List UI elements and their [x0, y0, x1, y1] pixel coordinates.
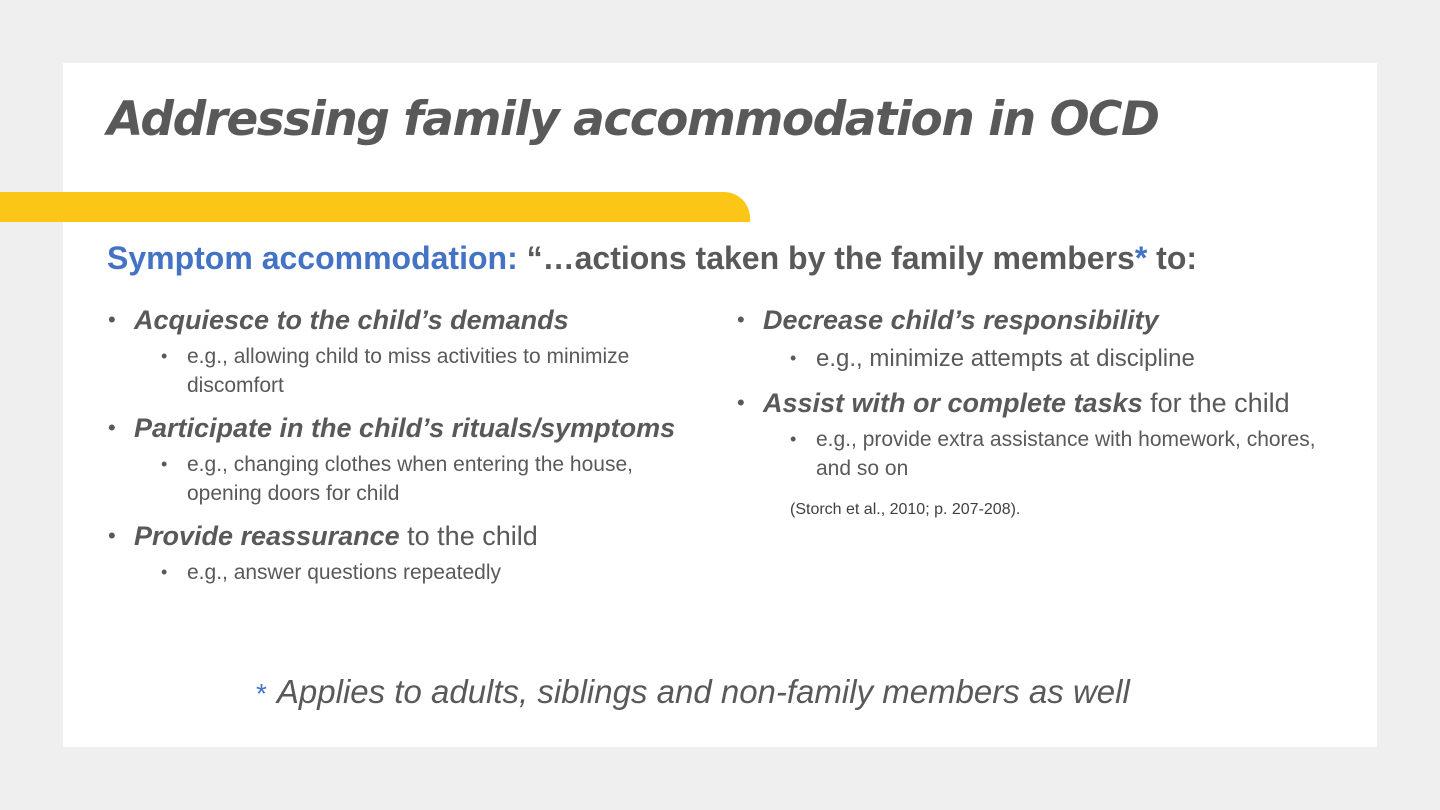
sub-bullet-text: e.g., changing clothes when entering the house, opening doors for child — [187, 453, 633, 505]
sub-bullet-text: e.g., provide extra assistance with homework, chores, and so on — [816, 428, 1316, 480]
bullet-item — [737, 385, 1327, 421]
sub-bullet-item — [790, 342, 1327, 375]
bullet-emphasis: Assist with or complete tasks — [763, 388, 1143, 418]
bullet-dot: • — [108, 307, 116, 332]
bullet-dot: • — [737, 307, 745, 332]
bullet-dot: • — [161, 562, 168, 582]
bullet-emphasis: Acquiesce to the child’s demands — [134, 305, 569, 335]
right-column — [737, 302, 1327, 521]
footnote — [256, 670, 1130, 716]
bullet-item — [108, 302, 708, 338]
bullet-dot: • — [108, 415, 116, 440]
footnote-text: Applies to adults, siblings and non-family members as well — [276, 673, 1130, 710]
subtitle-star: * — [1134, 240, 1148, 276]
subtitle-main: “…actions taken by the family members — [526, 240, 1135, 276]
bullet-rest: to the child — [399, 521, 538, 551]
sub-bullet-item — [790, 425, 1327, 483]
sub-bullet-item — [161, 450, 708, 508]
bullet-dot: • — [161, 454, 168, 474]
left-column — [108, 302, 708, 597]
subtitle-lead: Symptom accommodation: — [107, 240, 527, 276]
subtitle — [107, 238, 1197, 278]
footnote-star: * — [256, 678, 267, 709]
bullet-item — [108, 518, 708, 554]
bullet-item — [108, 410, 708, 446]
subtitle-end: to: — [1147, 240, 1198, 276]
sub-bullet-text: e.g., minimize attempts at discipline — [816, 345, 1195, 372]
bullet-dot: • — [790, 429, 797, 449]
sub-bullet-item — [161, 558, 708, 587]
bullet-dot: • — [737, 390, 745, 415]
accent-bar — [0, 192, 750, 222]
sub-bullet-text: e.g., allowing child to miss activities to minimize discomfort — [187, 345, 630, 397]
citation: (Storch et al., 2010; p. 207-208). — [790, 501, 1021, 518]
bullet-dot: • — [161, 346, 168, 366]
bullet-dot: • — [108, 523, 116, 548]
bullet-item — [737, 302, 1327, 338]
bullet-emphasis: Decrease child’s responsibility — [763, 305, 1159, 335]
bullet-emphasis: Participate in the child’s rituals/symptoms — [134, 413, 676, 443]
bullet-rest: for the child — [1142, 388, 1290, 418]
sub-bullet-text: e.g., answer questions repeatedly — [187, 561, 502, 584]
bullet-dot: • — [790, 348, 797, 368]
bullet-emphasis: Provide reassurance — [134, 521, 400, 551]
slide-title: Addressing family accommodation in OCD — [107, 92, 1159, 147]
sub-bullet-item — [161, 342, 708, 400]
